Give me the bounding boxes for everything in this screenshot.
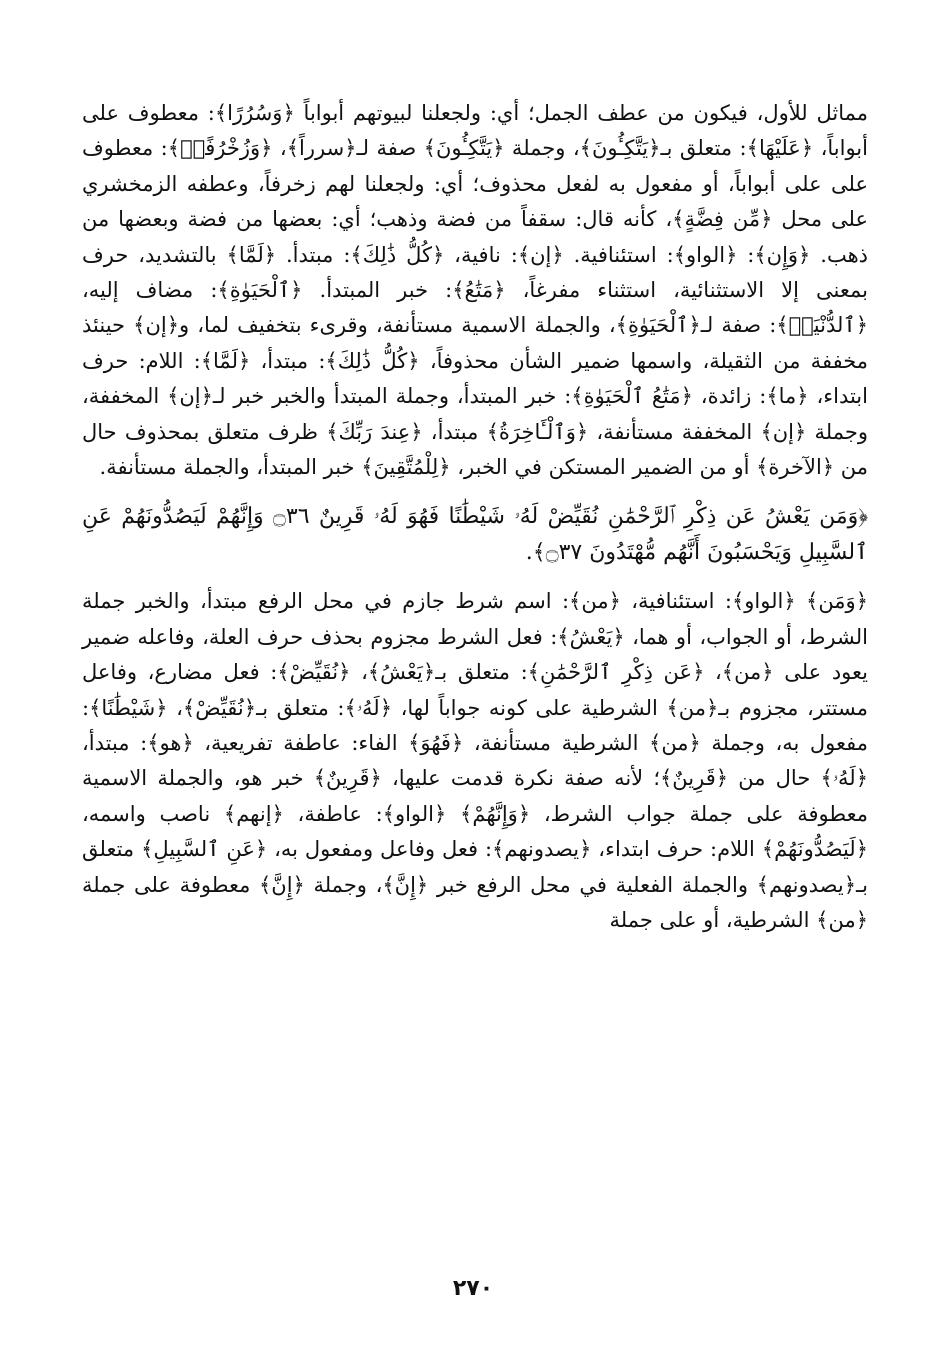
- page-number: ٢٧٠: [452, 1276, 494, 1301]
- paragraph-syntax-analysis-2: ﴿وَمَن﴾ ﴿الواو﴾: استئنافية، ﴿من﴾: اسم شرط جازم في محل الرفع مبتدأ، والخبر جملة الشرط، أو الجواب، أو هما، ﴿يَعْشُ﴾: فعل الشرط مجزوم بحذف حرف العلة، وفاعله ضمير يعود على ﴿من﴾، ﴿عَن ذِكْرِ ٱلرَّحْمَٰنِ﴾: متعلق بـ﴿يَعْشُ﴾، ﴿نُقَيِّضْ﴾: فعل مضارع، وفاعل مستتر، مجزوم بـ﴿من﴾ الشرطية على كونه جواباً لها، ﴿لَهُۥ﴾: متعلق بـ﴿نُقَيِّضْ﴾، ﴿شَيْطَٰنًا﴾: مفعول به، وجملة ﴿من﴾ الشرطية مستأنفة، ﴿فَهُوَ﴾ الفاء: عاطفة تفريعية، ﴿هو﴾: مبتدأ، ﴿لَهُۥ﴾ حال من ﴿قَرِينٌ﴾؛ لأنه صفة نكرة قدمت عليها، ﴿قَرِينٌ﴾ خبر هو، والجملة الاسمية معطوفة على جملة جواب الشرط، ﴿وَإِنَّهُمْ﴾ ﴿الواو﴾: عاطفة، ﴿إنهم﴾ ناصب واسمه، ﴿لَيَصُدُّونَهُمْ﴾ اللام: حرف ابتداء، ﴿يصدونهم﴾: فعل وفاعل ومفعول به، ﴿عَنِ ٱلسَّبِيلِ﴾ متعلق بـ﴿يصدونهم﴾ والجملة الفعلية في محل الرفع خبر ﴿إِنَّ﴾، وجملة ﴿إِنَّ﴾ معطوفة على جملة ﴿من﴾ الشرطية، أو على جملة: [82, 589, 868, 932]
- paragraph-syntax-analysis-1: مماثل للأول، فيكون من عطف الجمل؛ أي: ولجعلنا لبيوتهم أبواباً ﴿وَسُرُرًا﴾: معطوف على أبواباً، ﴿عَلَيْهَا﴾: متعلق بـ﴿يَتَّكِـُٔونَ﴾، وجملة ﴿يَتَّكِـُٔونَ﴾ صفة لـ﴿سرراً﴾، ﴿وَزُخْرُفًاۚ﴾: معطوف على على أبواباً، أو مفعول به لفعل محذوف؛ أي: ولجعلنا لهم زخرفاً، وعطفه الزمخشري على محل ﴿مِّن فِضَّةٍ﴾، كأنه قال: سقفاً من فضة وذهب؛ أي: بعضها من فضة وبعضها من ذهب. ﴿وَإِن﴾: ﴿الواو﴾: استئنافية. ﴿إن﴾: نافية، ﴿كُلُّ ذَٰلِكَ﴾: مبتدأ. ﴿لَمَّا﴾ بالتشديد، حرف بمعنى إلا الاستثنائية، استثناء مفرغاً، ﴿مَتَٰعُ﴾: خبر المبتدأ. ﴿ٱلْحَيَوٰةِ﴾: مضاف إليه، ﴿ٱلدُّنْيَاۚ﴾: صفة لـ﴿ٱلْحَيَوٰةِ﴾، والجملة الاسمية مستأنفة، وقرىء بتخفيف لما، و﴿إن﴾ حينئذ مخففة من الثقيلة، واسمها ضمير الشأن محذوفاً، ﴿كُلُّ ذَٰلِكَ﴾: مبتدأ، ﴿لَمَّا﴾: اللام: حرف ابتداء، ﴿ما﴾: زائدة، ﴿مَتَٰعُ ٱلْحَيَوٰةِ﴾: خبر المبتدأ، وجملة المبتدأ والخبر خبر لـ﴿إن﴾ المخففة، وجملة ﴿إن﴾ المخففة مستأنفة، ﴿وَٱلْـَٔاخِرَةُ﴾ مبتدأ، ﴿عِندَ رَبِّكَ﴾ ظرف متعلق بمحذوف حال من ﴿الآخرة﴾ أو من الضمير المستكن في الخبر، ﴿لِلْمُتَّقِينَ﴾ خبر المبتدأ، والجملة مستأنفة.: [82, 101, 869, 480]
- quran-verse: ﴿وَمَن يَعْشُ عَن ذِكْرِ ٱلرَّحْمَٰنِ نُقَيِّضْ لَهُۥ شَيْطَٰنًا فَهُوَ لَهُۥ قَرِينٌ ۝٣٦ وَإِنَّهُمْ لَيَصُدُّونَهُمْ عَنِ ٱلسَّبِيلِ وَيَحْسَبُونَ أَنَّهُم مُّهْتَدُونَ ۝٣٧﴾.: [82, 504, 869, 565]
